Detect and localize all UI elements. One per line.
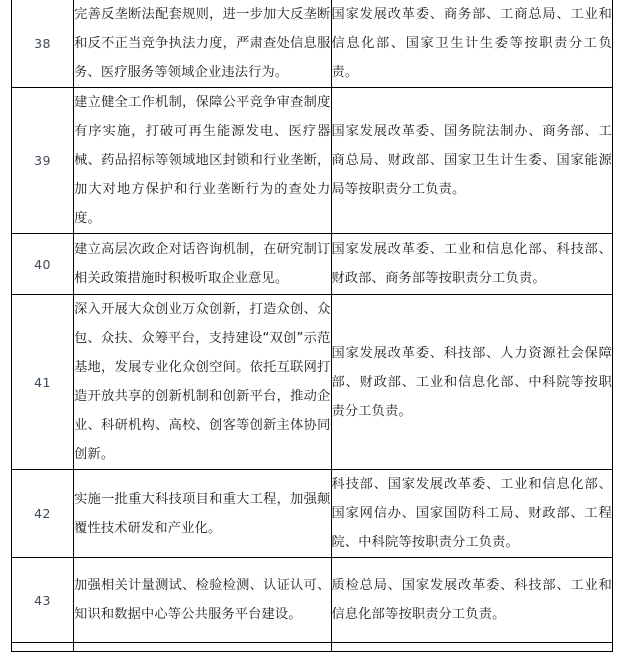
row-number-cell: 39 (12, 88, 74, 234)
table-row (12, 88, 613, 234)
row-number-cell: 41 (12, 295, 74, 470)
table-row (12, 470, 613, 558)
table-row (12, 295, 613, 470)
row-number-cell: 38 (12, 0, 74, 88)
responsible-unit-cell: 国家发展改革委、科技部、人力资源社会保障部、财政部、工业和信息化部、中科院等按职责分工负责。 (331, 295, 612, 470)
task-content-cell: 加强相关计量测试、检验检测、认证认可、知识和数据中心等公共服务平台建设。 (74, 558, 331, 643)
responsible-unit-cell: 国家发展改革委、国务院法制办、商务部、工商总局、财政部、国家卫生计生委、国家能源局等按职责分工负责。 (331, 88, 612, 234)
task-content-cell (74, 643, 331, 652)
task-content-cell: 建立健全工作机制，保障公平竞争审查制度有序实施，打破可再生能源发电、医疗器械、药品招标等领域地区封锁和行业垄断，加大对地方保护和行业垄断行为的查处力度。 (74, 88, 331, 234)
row-number-cell: 42 (12, 470, 74, 558)
responsible-unit-cell: 国家发展改革委、工业和信息化部、科技部、财政部、商务部等按职责分工负责。 (331, 234, 612, 295)
table-row (12, 0, 613, 88)
task-content-cell: 深入开展大众创业万众创新，打造众创、众包、众扶、众筹平台，支持建设“双创”示范基地，发展专业化众创空间。依托互联网打造开放共享的创新机制和创新平台，推动企业、科研机构、高校、创客等创新主体协同创新。 (74, 295, 331, 470)
task-content-cell: 建立高层次政企对话咨询机制，在研究制订相关政策措施时积极听取企业意见。 (74, 234, 331, 295)
task-content-cell: 完善反垄断法配套规则，进一步加大反垄断和反不正当竞争执法力度，严肃查处信息服务、医疗服务等领域企业违法行为。 (74, 0, 331, 88)
row-number-cell: 40 (12, 234, 74, 295)
responsible-unit-cell (331, 643, 612, 652)
table-body (12, 0, 613, 652)
table-row-partial (12, 643, 613, 652)
row-number-cell: 43 (12, 558, 74, 643)
responsible-unit-cell: 科技部、国家发展改革委、工业和信息化部、国家网信办、国家国防科工局、财政部、工程院、中科院等按职责分工负责。 (331, 470, 612, 558)
task-content-cell: 实施一批重大科技项目和重大工程，加强颠覆性技术研发和产业化。 (74, 470, 331, 558)
responsible-unit-cell: 国家发展改革委、商务部、工商总局、工业和信息化部、国家卫生计生委等按职责分工负责。 (331, 0, 612, 88)
table-row (12, 558, 613, 643)
row-number-cell (12, 643, 74, 652)
task-division-table (11, 0, 613, 652)
table-row (12, 234, 613, 295)
responsible-unit-cell: 质检总局、国家发展改革委、科技部、工业和信息化部等按职责分工负责。 (331, 558, 612, 643)
